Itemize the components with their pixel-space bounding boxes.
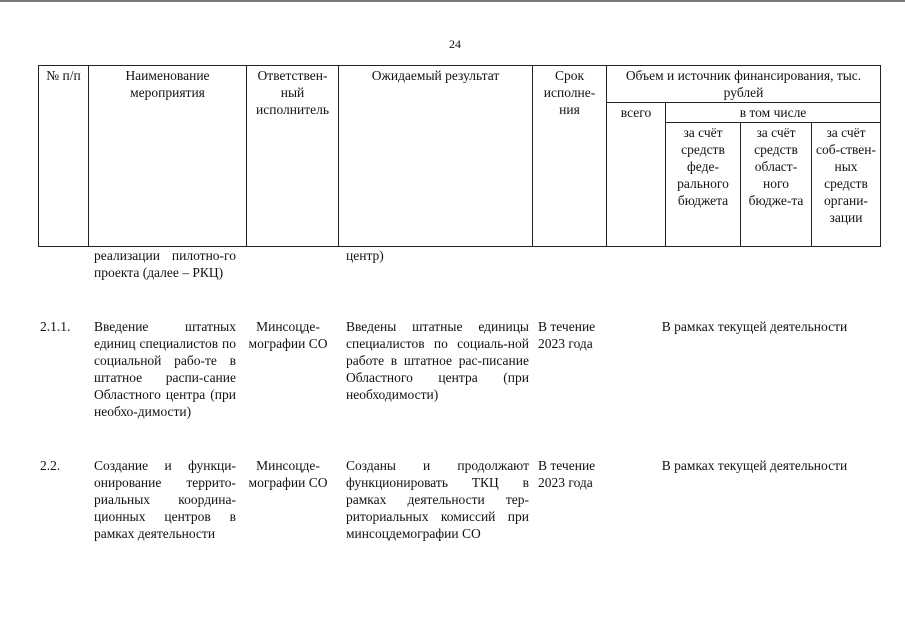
header-result: Ожидаемый результат bbox=[339, 66, 533, 247]
row-number: 2.2. bbox=[40, 458, 61, 473]
header-total: всего bbox=[607, 103, 666, 247]
header-num: № п/п bbox=[39, 66, 89, 247]
row-term: В течение 2023 года bbox=[538, 458, 596, 490]
table-header bbox=[38, 65, 881, 247]
header-financing: Объем и источник финансирования, тыс. рублей bbox=[607, 66, 881, 103]
header-executor: Ответствен-ный исполнитель bbox=[247, 66, 339, 247]
row-result: Созданы и продолжают функционировать ТКЦ в рамках деятельности тер-риториальных комиссий при минсоцдемографии СО bbox=[346, 458, 529, 541]
row-result: Введены штатные единицы специалистов по социаль-ной работе в штатное рас-писание Областного центра (при необходимости) bbox=[346, 319, 529, 402]
header-term: Срок исполне-ния bbox=[533, 66, 607, 247]
continuation-name: реализации пилотно-го проекта (далее – РКЦ) bbox=[94, 248, 236, 280]
page-top-edge bbox=[0, 0, 905, 2]
continuation-result: центр) bbox=[346, 248, 384, 263]
header-regional: за счёт средств област-ного бюдже-та bbox=[741, 123, 812, 247]
row-number: 2.1.1. bbox=[40, 319, 71, 334]
row-term: В течение 2023 года bbox=[538, 319, 596, 351]
header-own: за счёт соб-ствен-ных средств органи-зации bbox=[812, 123, 881, 247]
row-financing: В рамках текущей деятельности bbox=[661, 319, 848, 334]
row-financing: В рамках текущей деятельности bbox=[661, 458, 848, 473]
page-number: 24 bbox=[449, 37, 461, 51]
row-name: Введение штатных единиц специалистов по социальной рабо-те в штатное распи-сание Областного центра (при необхо-димости) bbox=[94, 319, 236, 419]
row-executor: Минсоцде-мографии СО bbox=[248, 458, 328, 490]
header-federal: за счёт средств феде-рального бюджета bbox=[666, 123, 741, 247]
header-name: Наименование мероприятия bbox=[89, 66, 247, 247]
row-executor: Минсоцде-мографии СО bbox=[248, 319, 328, 351]
header-including: в том числе bbox=[666, 103, 881, 123]
row-name: Создание и функци-онирование террито-риальных координа-ционных центров в рамках деятельности bbox=[94, 458, 236, 541]
